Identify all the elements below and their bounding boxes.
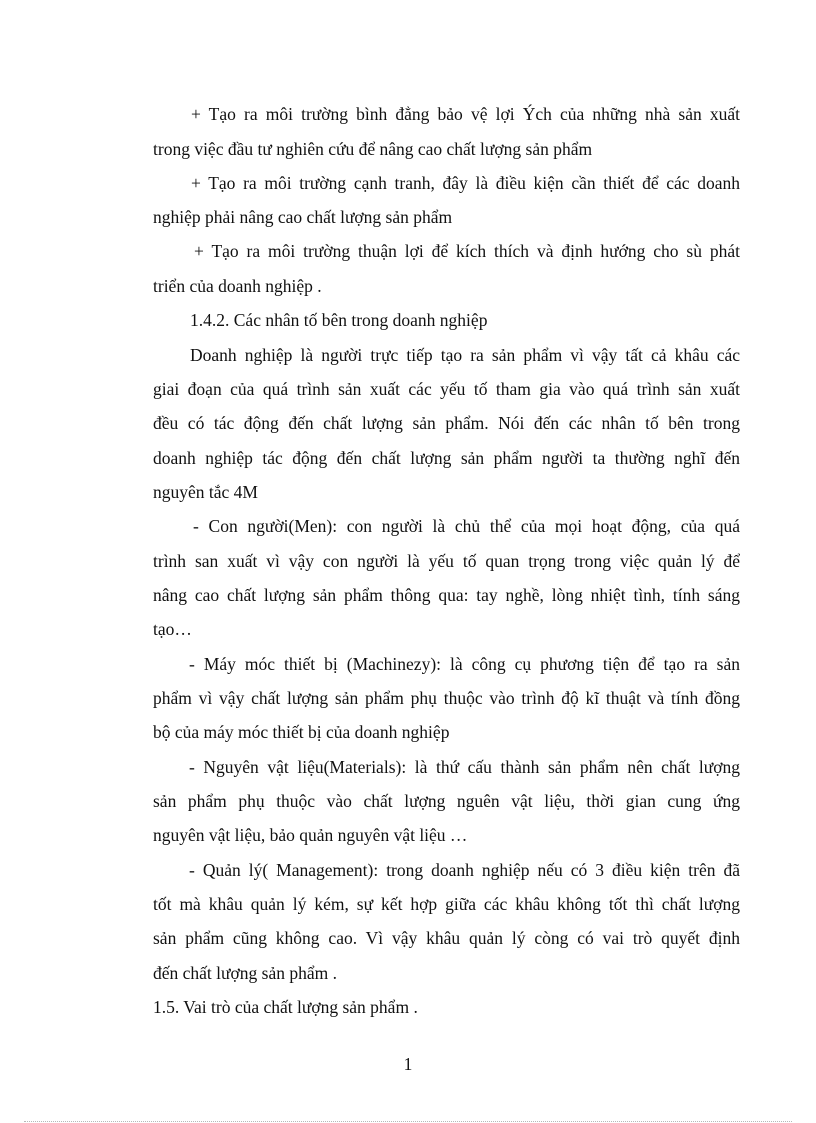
paragraph-line: triển của doanh nghiệp .	[153, 276, 322, 296]
section-heading: 1.4.2. Các nhân tố bên trong doanh nghiệp	[190, 310, 488, 330]
paragraph-line: tốt mà khâu quản lý kém, sự kết hợp giữa các khâu không tốt thì chất lượng	[153, 894, 740, 914]
page-bottom-divider	[24, 1121, 792, 1122]
paragraph-line: + Tạo ra môi trường cạnh tranh, đây là điều kiện cần thiết để các doanh	[191, 173, 740, 193]
paragraph-line: - Nguyên vật liệu(Materials): là thứ cấu thành sản phẩm nên chất lượng	[189, 757, 740, 777]
paragraph-line: sản phẩm phụ thuộc vào chất lượng nguên vật liệu, thời gian cung ứng	[153, 791, 740, 811]
paragraph-line: + Tạo ra môi trường bình đẳng bảo vệ lợi Ých của những nhà sản xuất	[191, 104, 740, 124]
paragraph-line: đều có tác động đến chất lượng sản phẩm. Nói đến các nhân tố bên trong	[153, 413, 740, 433]
paragraph-line: tạo…	[153, 619, 192, 639]
paragraph-line: sản phẩm cũng không cao. Vì vậy khâu quản lý còng có vai trò quyết định	[153, 928, 740, 948]
paragraph-line: trình san xuất vì vậy con người là yếu tố quan trọng trong việc quản lý để	[153, 551, 740, 571]
paragraph-line: trong việc đầu tư nghiên cứu để nâng cao chất lượng sản phẩm	[153, 139, 593, 159]
paragraph-line: đến chất lượng sản phẩm .	[153, 963, 337, 983]
paragraph-line: doanh nghiệp tác động đến chất lượng sản phẩm người ta thường nghĩ đến	[153, 448, 740, 468]
paragraph-line: - Quản lý( Management): trong doanh nghiệp nếu có 3 điều kiện trên đã	[189, 860, 740, 880]
paragraph-line: nghiệp phải nâng cao chất lượng sản phẩm	[153, 207, 453, 227]
paragraph-line: Doanh nghiệp là người trực tiếp tạo ra sản phẩm vì vậy tất cả khâu các	[190, 345, 740, 365]
paragraph-line: - Máy móc thiết bị (Machinezy): là công cụ phương tiện để tạo ra sản	[189, 654, 740, 674]
paragraph-line: nâng cao chất lượng sản phẩm thông qua: tay nghề, lòng nhiệt tình, tính sáng	[153, 585, 740, 605]
paragraph-line: + Tạo ra môi trường thuận lợi để kích thích và định hướng cho sù phát	[194, 241, 740, 261]
paragraph-line: nguyên vật liệu, bảo quản nguyên vật liệu …	[153, 825, 468, 845]
paragraph-line: bộ của máy móc thiết bị của doanh nghiệp	[153, 722, 450, 742]
paragraph-line: phẩm vì vậy chất lượng sản phẩm phụ thuộc vào trình độ kĩ thuật và tính đồng	[153, 688, 740, 708]
paragraph-line: giai đoạn của quá trình sản xuất các yếu tố tham gia vào quá trình sản xuất	[153, 379, 740, 399]
paragraph-line: nguyên tắc 4M	[153, 482, 258, 502]
page-number: 1	[403, 1054, 413, 1074]
section-heading: 1.5. Vai trò của chất lượng sản phẩm .	[153, 997, 418, 1017]
paragraph-line: - Con người(Men): con người là chủ thể của mọi hoạt động, của quá	[193, 516, 740, 536]
